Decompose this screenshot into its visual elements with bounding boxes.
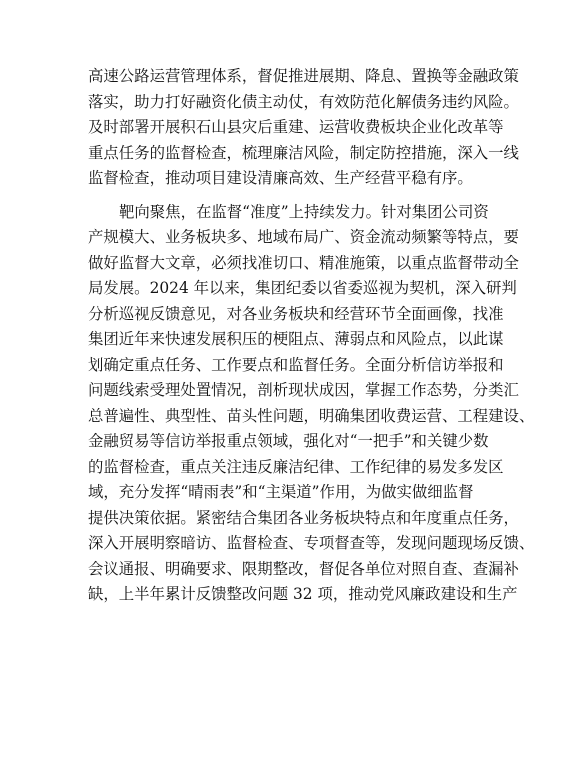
paragraph-spacing — [88, 192, 500, 200]
paragraph-line: 提供决策依据。紧密结合集团各业务板块特点和年度重点任务， — [88, 508, 519, 527]
paragraph-line: 高速公路运营管理体系，督促推进展期、降息、置换等金融政策 — [88, 67, 519, 85]
paragraph-line: 监督检查，推动项目建设清廉高效、生产经营平稳有序。 — [88, 169, 473, 187]
paragraph-line: 分析巡视反馈意见，对各业务板块和经营环节全面画像，找准 — [88, 304, 504, 323]
paragraph-line: 及时部署开展积石山县灾后重建、运营收费板块企业化改革等 — [88, 118, 504, 136]
paragraph-line: 靶向聚焦，在监督“准度”上持续发力。针对集团公司资 — [119, 202, 489, 221]
paragraph-line: 缺，上半年累计反馈整改问题 32 项，推动党风廉政建设和生产 — [88, 585, 518, 603]
paragraph-line: 总普遍性、典型性、苗头性问题，明确集团收费运营、工程建设、 — [88, 406, 535, 425]
paragraph-line: 重点任务的监督检查，梳理廉洁风险，制定防控措施，深入一线 — [88, 143, 519, 162]
paragraph-line: 产规模大、业务板块多、地域布局广、资金流动频繁等特点，要 — [88, 228, 519, 246]
paragraph-line: 落实，助力打好融资化债主动仗，有效防范化解债务违约风险。 — [88, 92, 519, 111]
paragraph-line: 划确定重点任务、工作要点和监督任务。全面分析信访举报和 — [88, 355, 504, 374]
paragraph-line: 金融贸易等信访举报重点领域，强化对“一把手”和关键少数 — [88, 432, 489, 450]
paragraph-1 — [88, 64, 519, 192]
paragraph-line: 深入开展明察暗访、监督检查、专项督查等，发现问题现场反馈、 — [88, 534, 535, 552]
paragraph-line: 集团近年来快速发展积压的梗阻点、薄弱点和风险点，以此谋 — [88, 330, 504, 348]
paragraph-line: 会议通报、明确要求、限期整改，督促各单位对照自查、查漏补 — [88, 559, 519, 578]
paragraph-line: 做好监督大文章，必须找准切口、精准施策，以重点监督带动全 — [88, 253, 519, 272]
paragraph-line: 的监督检查，重点关注违反廉洁纪律、工作纪律的易发多发区 — [88, 457, 504, 476]
paragraph-line: 局发展。2024 年以来，集团纪委以省委巡视为契机，深入研判 — [88, 279, 517, 297]
paragraph-line: 问题线索受理处置情况，剖析现状成因，掌握工作态势，分类汇 — [88, 381, 519, 399]
document-body — [88, 64, 535, 608]
paragraph-line: 域，充分发挥“晴雨表”和“主渠道”作用，为做实做细监督 — [88, 483, 474, 501]
paragraph-2 — [88, 200, 535, 608]
